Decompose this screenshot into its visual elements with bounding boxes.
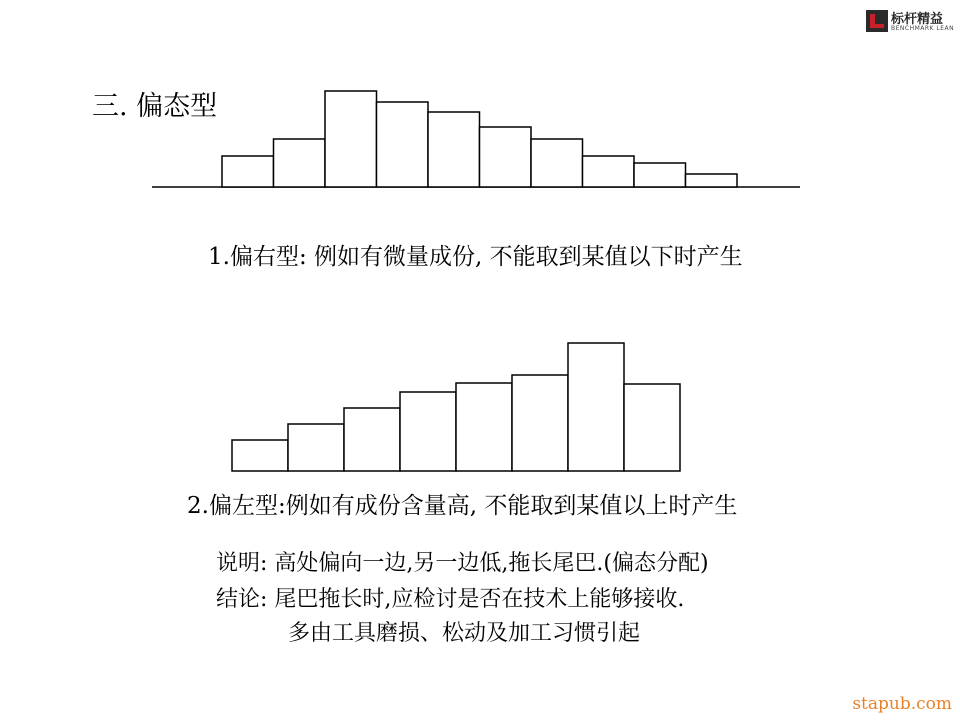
- histogram-bar-4: [400, 392, 456, 471]
- histogram-bar-2: [288, 424, 344, 471]
- logo-text-cn: 标杆精益: [891, 12, 944, 27]
- explanation-note: 说明: 高处偏向一边,另一边低,拖长尾巴.(偏态分配): [216, 551, 709, 576]
- conclusion-note-continued: 多由工具磨损、松动及加工习惯引起: [288, 621, 641, 646]
- histogram-bar-7: [568, 343, 624, 471]
- histogram-bar-6: [512, 375, 568, 471]
- histogram-bar-1: [232, 440, 288, 471]
- watermark: stapub.com: [852, 694, 952, 714]
- histogram-bar-5: [456, 383, 512, 471]
- logo-text-en: BENCHMARK LEAN: [891, 25, 955, 32]
- left-skew-caption: 2.偏左型:例如有成份含量高, 不能取到某值以上时产生: [187, 493, 738, 519]
- right-skew-caption: 1.偏右型: 例如有微量成份, 不能取到某值以下时产生: [208, 244, 743, 270]
- histogram-bar-8: [624, 384, 680, 471]
- histogram-bar-3: [344, 408, 400, 471]
- section-title: 三. 偏态型: [92, 91, 218, 122]
- conclusion-note: 结论: 尾巴拖长时,应检讨是否在技术上能够接收.: [216, 587, 685, 612]
